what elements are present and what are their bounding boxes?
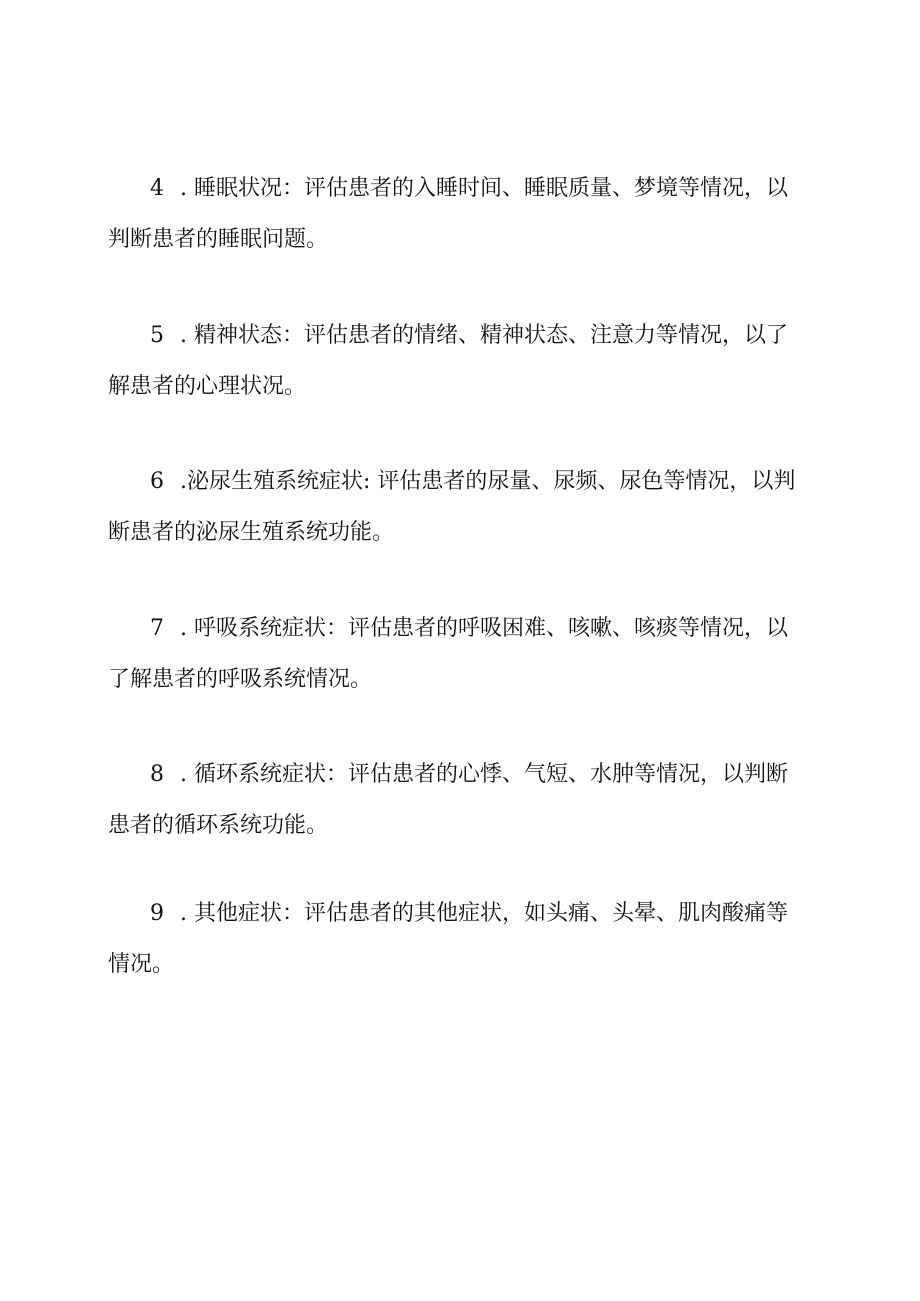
list-item-9 (108, 888, 820, 990)
item-number: 4 (150, 176, 164, 201)
item-text: . 睡眠状况：评估患者的入睡时间、睡眠质量、梦境等情况，以 (180, 176, 788, 201)
list-item-4 (108, 163, 820, 265)
paragraph-line-second: 断患者的泌尿生殖系统功能。 (108, 520, 395, 545)
list-item-5 (108, 310, 820, 412)
paragraph-line-first (108, 163, 820, 214)
paragraph-line-first (108, 310, 820, 361)
item-text: . 其他症状：评估患者的其他症状，如头痛、头晕、肌肉酸痛等 (180, 901, 788, 926)
paragraph-line-first (108, 749, 820, 800)
paragraph-line-first (108, 456, 820, 507)
list-item-7 (108, 603, 820, 705)
paragraph-line-second: 判断患者的睡眠问题。 (108, 227, 329, 252)
item-number: 5 (150, 323, 164, 348)
item-number: 7 (150, 616, 164, 641)
item-text: . 循环系统症状：评估患者的心悸、气短、水肿等情况，以判断 (180, 762, 788, 787)
paragraph-line-second: 情况。 (108, 952, 175, 977)
paragraph-line-second: 解患者的心理状况。 (108, 374, 307, 399)
list-item-8 (108, 749, 820, 851)
list-item-6 (108, 456, 820, 558)
item-text: .泌尿生殖系统症状: 评估患者的尿量、尿频、尿色等情况，以判 (180, 469, 796, 494)
paragraph-line-second: 患者的循环系统功能。 (108, 813, 329, 838)
item-text: . 精神状态：评估患者的情绪、精神状态、注意力等情况，以了 (180, 323, 788, 348)
paragraph-line-second: 了解患者的呼吸系统情况。 (108, 667, 373, 692)
paragraph-line-first (108, 603, 820, 654)
item-number: 6 (150, 469, 164, 494)
item-number: 9 (150, 901, 164, 926)
item-text: . 呼吸系统症状：评估患者的呼吸困难、咳嗽、咳痰等情况，以 (180, 616, 788, 641)
item-number: 8 (150, 762, 164, 787)
paragraph-line-first (108, 888, 820, 939)
